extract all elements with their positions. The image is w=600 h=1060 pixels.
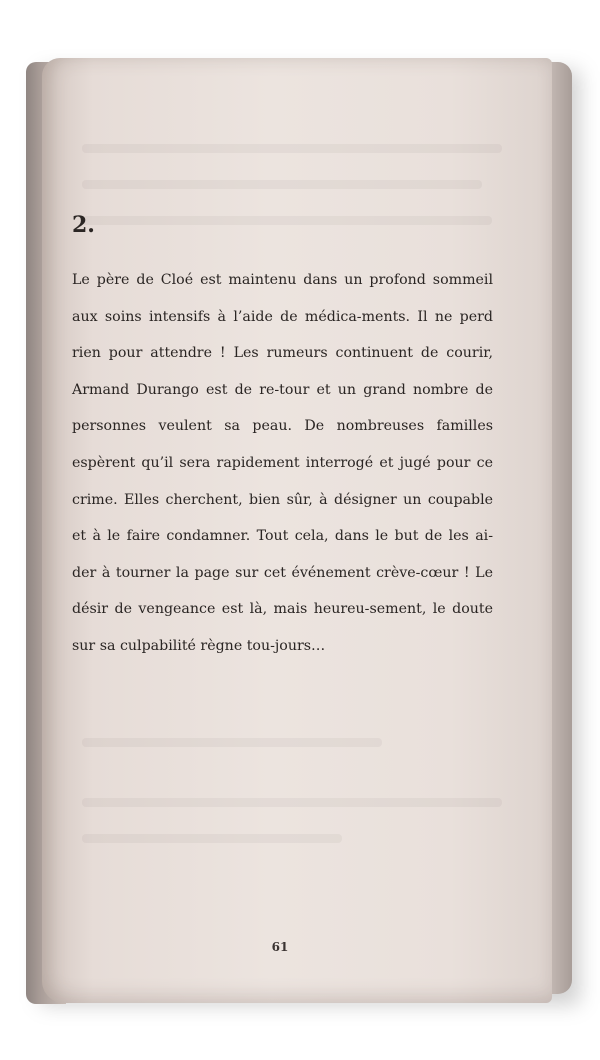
chapter-number: 2. <box>72 212 95 238</box>
bleed-through-line <box>82 834 342 843</box>
bleed-through-line <box>82 798 502 807</box>
bleed-through-line <box>82 144 502 153</box>
bleed-through-line <box>82 216 492 225</box>
body-paragraph: Le père de Cloé est maintenu dans un profond sommeil aux soins intensifs à l’aide de médica-ments. Il ne perd rien pour attendre ! Les rumeurs continuent de courir, Armand Durango est de re-tour et un grand nombre de personnes veulent sa peau. De nombreuses familles espèrent qu’il sera rapidement interrogé et jugé pour ce crime. Elles cherchent, bien sûr, à désigner un coupable et à le faire condamner. Tout cela, dans le but de les ai-der à tourner la page sur cet événement crève-cœur ! Le désir de vengeance est là, mais heureu-sement, le doute sur sa culpabilité règne tou-jours… <box>72 272 493 654</box>
page-number: 61 <box>271 940 289 954</box>
bleed-through-line <box>82 180 482 189</box>
bleed-through-line <box>82 738 382 747</box>
